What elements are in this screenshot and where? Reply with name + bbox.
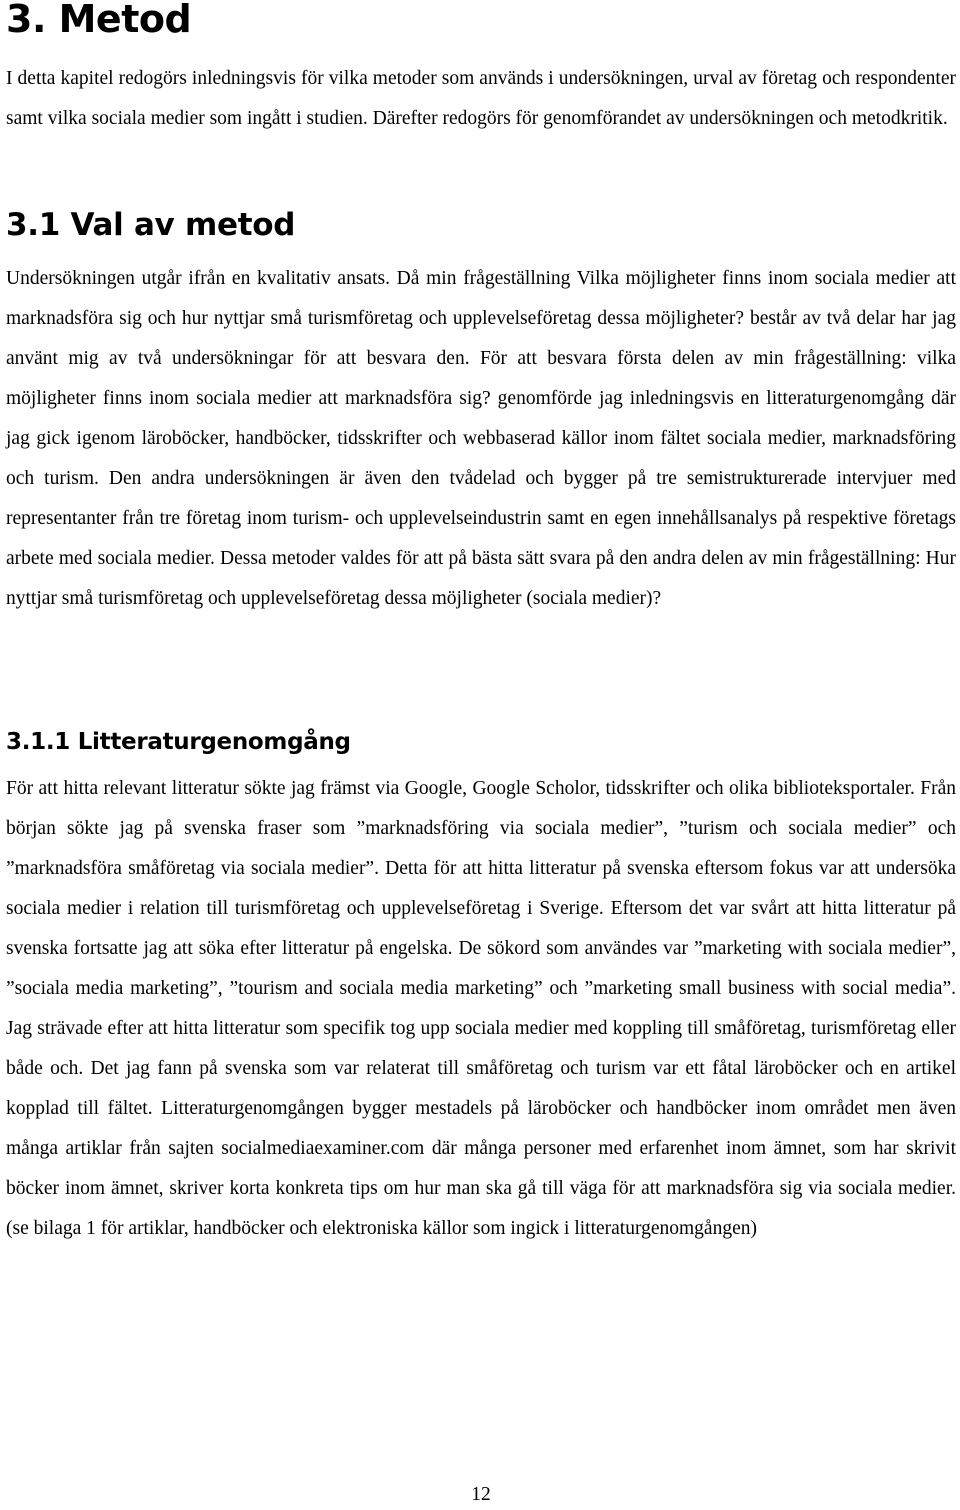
page-number: 12 bbox=[471, 1484, 491, 1505]
section-heading-val-av-metod: 3.1 Val av metod bbox=[6, 207, 296, 243]
subsection-heading-litteraturgenomgang: 3.1.1 Litteraturgenomgång bbox=[6, 729, 351, 755]
section-paragraph-val-av-metod: Undersökningen utgår ifrån en kvalitativ ansats. Då min frågeställning Vilka möjligheter finns inom sociala medier att marknadsföra sig och hur nyttjar små turismföretag och upplevelseföretag dessa möjligheter? består av två delar har jag använt mig av två undersökningar för att besvara den. För att besvara första delen av min frågeställning: vilka möjligheter finns inom sociala medier att marknadsföra sig? genomförde jag inledningsvis en litteraturgenomgång där jag gick igenom läroböcker, handböcker, tidsskrifter och webbaserad källor inom fältet sociala medier, marknadsföring och turism. Den andra undersökningen är även den tvådelad och bygger på tre semistrukturerade intervjuer med representanter från tre företag inom turism- och upplevelseindustrin samt en egen innehållsanalys på respektive företags arbete med sociala medier. Dessa metoder valdes för att på bästa sätt svara på den andra delen av min frågeställning: Hur nyttjar små turismföretag och upplevelseföretag dessa möjligheter (sociala medier)? bbox=[6, 268, 956, 609]
intro-paragraph: I detta kapitel redogörs inledningsvis för vilka metoder som används i undersökningen, urval av företag och respondenter samt vilka sociala medier som ingått i studien. Därefter redogörs för genomförandet av undersökningen och metodkritik. bbox=[6, 68, 956, 129]
document-page bbox=[6, 0, 956, 1509]
chapter-heading: 3. Metod bbox=[6, 0, 192, 41]
subsection-paragraph-litteraturgenomgang: För att hitta relevant litteratur sökte jag främst via Google, Google Scholor, tidsskrifter och olika biblioteksportaler. Från början sökte jag på svenska fraser som ”marknadsföring via sociala medier”, ”turism och sociala medier” och ”marknadsföra småföretag via sociala medier”. Detta för att hitta litteratur på svenska eftersom fokus var att undersöka sociala medier i relation till turismföretag och upplevelseföretag i Sverige. Eftersom det var svårt att hitta litteratur på svenska fortsatte jag att söka efter litteratur på engelska. De sökord som användes var ”marketing with sociala medier”, ”sociala media marketing”, ”tourism and sociala media marketing” och ”marketing small business with social media”. Jag strävade efter att hitta litteratur som specifik tog upp sociala medier med koppling till småföretag, turismföretag eller både och. Det jag fann på svenska som var relaterat till småföretag och turism var ett fåtal läroböcker och en artikel kopplad till fältet. Litteraturgenomgången bygger mestadels på läroböcker och handböcker inom området men även många artiklar från sajten socialmediaexaminer.com där många personer med erfarenhet inom ämnet, som har skrivit böcker inom ämnet, skriver korta konkreta tips om hur man ska gå till väga för att marknadsföra sig via sociala medier. (se bilaga 1 för artiklar, handböcker och elektroniska källor som ingick i litteraturgenomgången) bbox=[6, 778, 956, 1239]
